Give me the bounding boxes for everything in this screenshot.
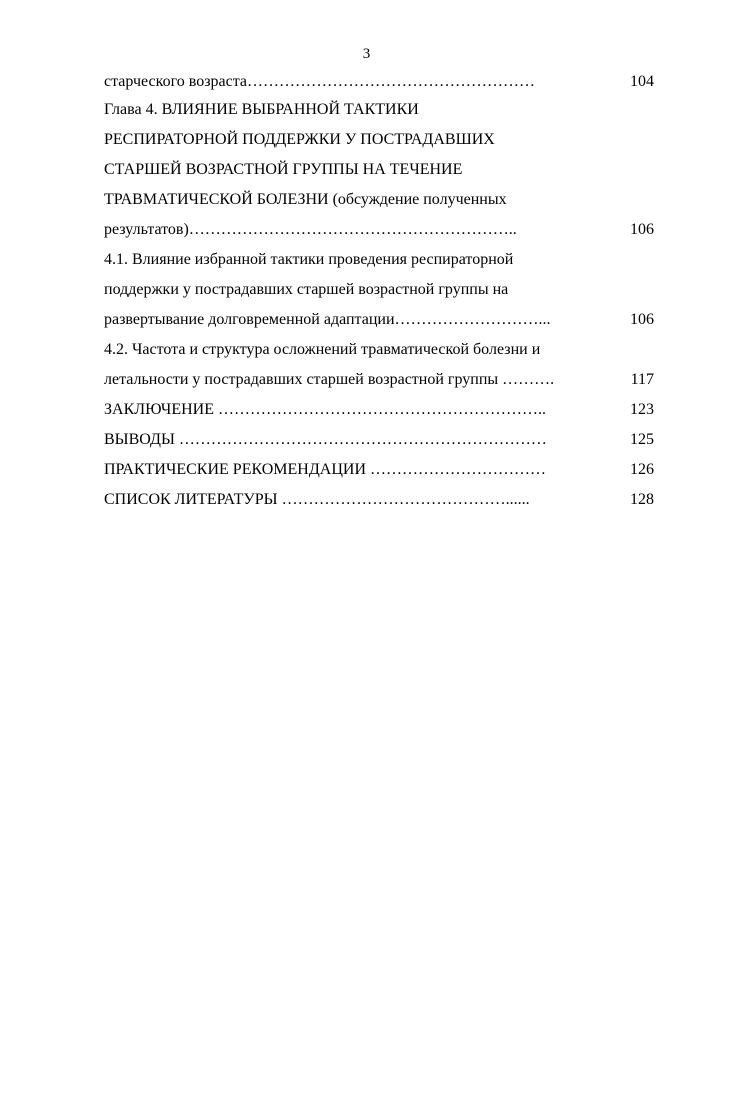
toc-entry[interactable] [0, 158, 733, 182]
toc-entry-text: летальности у пострадавших старшей возрастной группы ………. [104, 371, 555, 388]
toc-entry[interactable] [0, 398, 733, 422]
toc-entry[interactable] [0, 98, 733, 122]
toc-entry-text: Глава 4. ВЛИЯНИЕ ВЫБРАННОЙ ТАКТИКИ [104, 101, 419, 118]
toc-entry-text: поддержки у пострадавших старшей возрастной группы на [104, 281, 509, 298]
toc-entry[interactable] [0, 368, 733, 392]
toc-entry-page: 128 [630, 491, 654, 508]
toc-entry-text: старческого возраста……………………………………………… [104, 73, 536, 90]
toc-entry-text: ПРАКТИЧЕСКИЕ РЕКОМЕНДАЦИИ …………………………… [104, 461, 546, 478]
toc-entry-page: 123 [630, 401, 654, 418]
toc-entry-text: ТРАВМАТИЧЕСКОЙ БОЛЕЗНИ (обсуждение полученных [104, 191, 507, 208]
toc-entry-text: ЗАКЛЮЧЕНИЕ …………………………………………………….. [104, 401, 546, 418]
toc-entry[interactable] [0, 458, 733, 482]
toc-entry-text: ВЫВОДЫ …………………………………………………………… [104, 431, 547, 448]
toc-entry-page: 117 [630, 371, 654, 388]
toc-entry[interactable] [0, 128, 733, 152]
toc-entry[interactable] [0, 338, 733, 362]
toc-entry[interactable] [0, 248, 733, 272]
toc-entry[interactable] [0, 218, 733, 242]
toc-entry-text: 4.2. Частота и структура осложнений травматической болезни и [104, 341, 541, 358]
toc-entry-text: 4.1. Влияние избранной тактики проведения респираторной [104, 251, 514, 268]
toc-entry[interactable] [0, 428, 733, 452]
toc-entry-page: 104 [630, 73, 654, 90]
toc-entry-page: 106 [630, 311, 654, 328]
toc-entry-page: 106 [630, 221, 654, 238]
page-number: 3 [362, 46, 371, 62]
toc-entry-page: 126 [630, 461, 654, 478]
toc-entry-text: СПИСОК ЛИТЕРАТУРЫ ……………………………………...... [104, 491, 530, 508]
toc-entry[interactable] [0, 188, 733, 212]
toc-entry[interactable] [0, 278, 733, 302]
toc-entry-text: развертывание долговременной адаптации………………………... [104, 311, 551, 328]
toc-entry-text: СТАРШЕЙ ВОЗРАСТНОЙ ГРУППЫ НА ТЕЧЕНИЕ [104, 161, 463, 178]
toc-entry-text: РЕСПИРАТОРНОЙ ПОДДЕРЖКИ У ПОСТРАДАВШИХ [104, 131, 495, 148]
toc-entry[interactable] [0, 488, 733, 512]
toc-entry[interactable] [0, 308, 733, 332]
toc-entry-text: результатов)…………………………………………………….. [104, 221, 517, 238]
toc-entry[interactable] [0, 70, 733, 94]
toc-entry-page: 125 [630, 431, 654, 448]
